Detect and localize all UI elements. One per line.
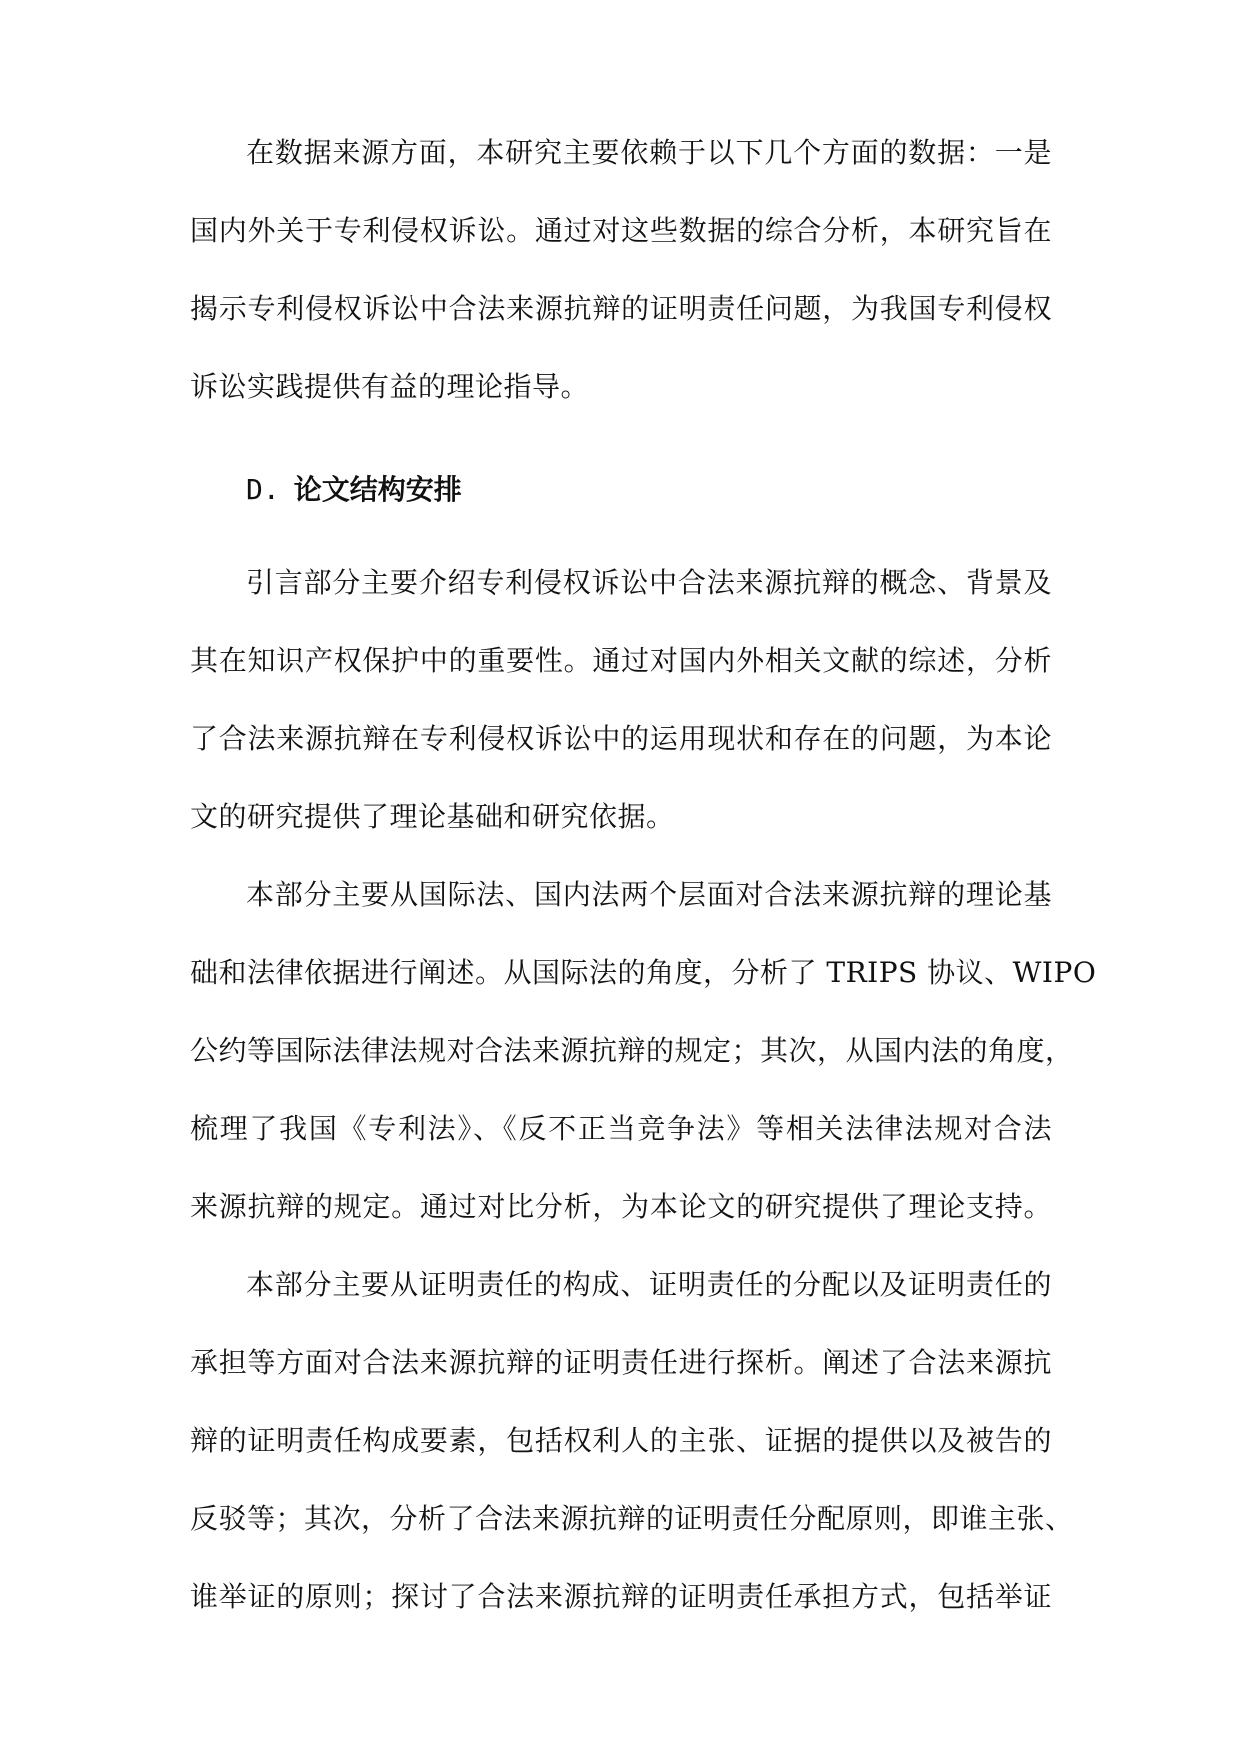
paragraph-line: 文的研究提供了理论基础和研究依据。 — [190, 800, 675, 833]
paragraph-line: 来源抗辩的规定。通过对比分析，为本论文的研究提供了理论支持。 — [190, 1190, 1052, 1223]
paragraph-line: 其在知识产权保护中的重要性。通过对国内外相关文献的综述，分析 — [190, 644, 1052, 677]
paragraph-line: 谁举证的原则；探讨了合法来源抗辩的证明责任承担方式，包括举证 — [190, 1580, 1052, 1613]
paragraph-line: 诉讼实践提供有益的理论指导。 — [190, 370, 590, 403]
section-number: D. — [246, 473, 280, 506]
paragraph-legal-basis — [190, 856, 1097, 1246]
paragraph-line: 国内外关于专利侵权诉讼。通过对这些数据的综合分析，本研究旨在 — [190, 214, 1052, 247]
paragraph-line: 在数据来源方面，本研究主要依赖于以下几个方面的数据：一是 — [246, 136, 1052, 169]
paragraph-line: 反驳等；其次，分析了合法来源抗辩的证明责任分配原则，即谁主张、 — [190, 1502, 1074, 1535]
paragraph-line: 梳理了我国《专利法》、《反不正当竞争法》等相关法律法规对合法 — [190, 1112, 1052, 1145]
paragraph-data-sources — [190, 114, 1052, 426]
paragraph-line: 揭示专利侵权诉讼中合法来源抗辩的证明责任问题，为我国专利侵权 — [190, 292, 1052, 325]
section-heading — [246, 470, 462, 510]
paragraph-introduction — [190, 544, 1052, 856]
paragraph-line: 承担等方面对合法来源抗辩的证明责任进行探析。阐述了合法来源抗 — [190, 1346, 1052, 1379]
paragraph-line: 本部分主要从证明责任的构成、证明责任的分配以及证明责任的 — [246, 1268, 1052, 1301]
paragraph-burden-of-proof — [190, 1246, 1074, 1636]
paragraph-line: 公约等国际法律法规对合法来源抗辩的规定；其次，从国内法的角度， — [190, 1034, 1074, 1067]
paragraph-line: 了合法来源抗辩在专利侵权诉讼中的运用现状和存在的问题，为本论 — [190, 722, 1052, 755]
section-title: 论文结构安排 — [293, 473, 462, 506]
paragraph-line: 本部分主要从国际法、国内法两个层面对合法来源抗辩的理论基 — [246, 878, 1052, 911]
paragraph-line: 辩的证明责任构成要素，包括权利人的主张、证据的提供以及被告的 — [190, 1424, 1052, 1457]
paragraph-line: 引言部分主要介绍专利侵权诉讼中合法来源抗辩的概念、背景及 — [246, 566, 1052, 599]
paragraph-line: 础和法律依据进行阐述。从国际法的角度，分析了 TRIPS 协议、WIPO — [190, 956, 1097, 989]
